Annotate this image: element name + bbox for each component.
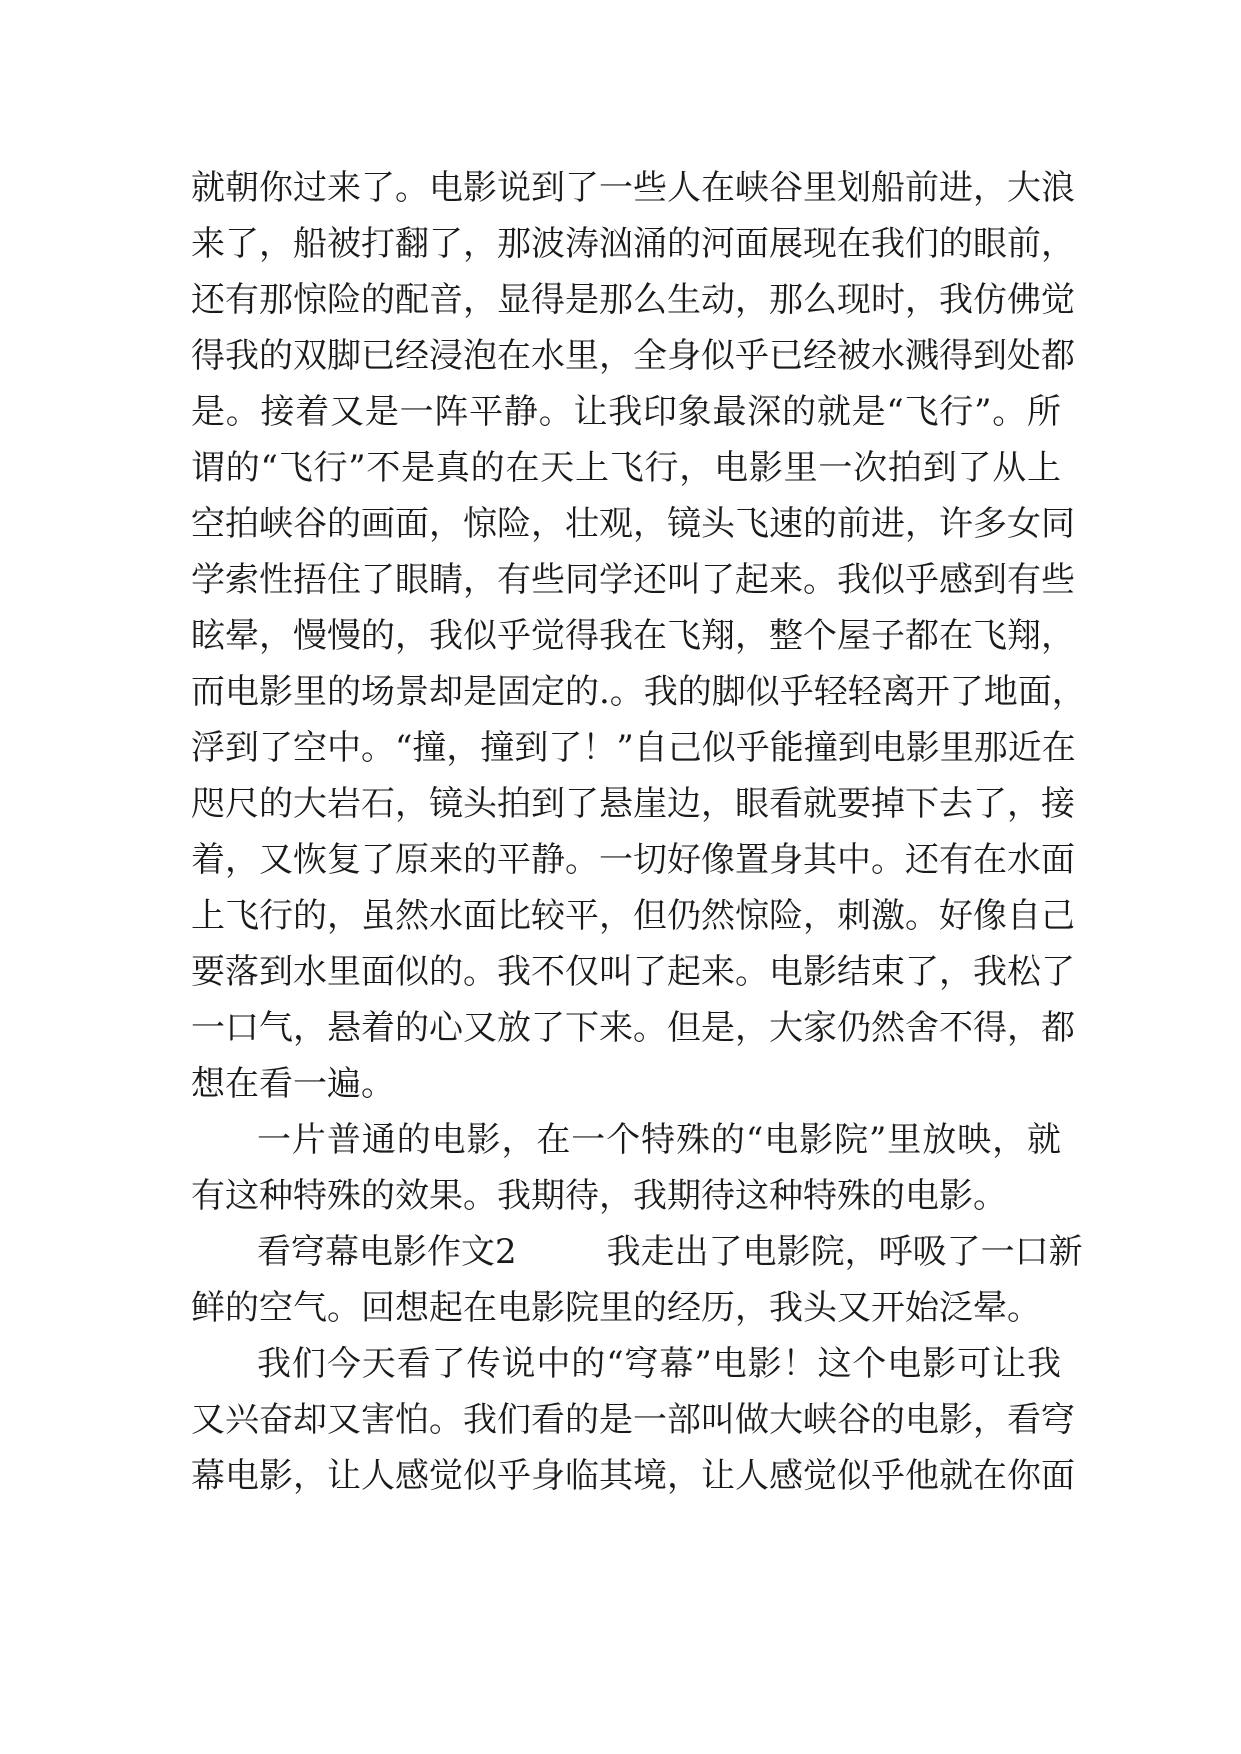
text-line: 着，又恢复了原来的平静。一切好像置身其中。还有在水面 xyxy=(191,840,1075,880)
essay-text xyxy=(191,160,1086,1504)
text-line: 来了，船被打翻了，那波涛汹涌的河面展现在我们的眼前， xyxy=(191,224,1075,264)
text-line: 谓的“飞行”不是真的在天上飞行，电影里一次拍到了从上 xyxy=(191,448,1061,488)
text-line: 而电影里的场景却是固定的.。我的脚似乎轻轻离开了地面， xyxy=(191,672,1086,712)
essay2-first-line: 我走出了电影院，呼吸了一口新 xyxy=(606,1232,1083,1272)
essay2-heading-line xyxy=(191,1224,1083,1280)
text-line: 空拍峡谷的画面，惊险，壮观，镜头飞速的前进，许多女同 xyxy=(191,504,1075,544)
text-line: 想在看一遍。 xyxy=(191,1064,395,1104)
text-line: 学索性捂住了眼睛，有些同学还叫了起来。我似乎感到有些 xyxy=(191,560,1075,600)
text-line: 上飞行的，虽然水面比较平，但仍然惊险，刺激。好像自己 xyxy=(191,896,1075,936)
text-line: 幕电影，让人感觉似乎身临其境，让人感觉似乎他就在你面 xyxy=(191,1456,1075,1496)
essay2-title: 看穹幕电影作文2 xyxy=(257,1232,517,1272)
text-line: 是。接着又是一阵平静。让我印象最深的就是“飞行”。所 xyxy=(191,392,1061,432)
text-line: 要落到水里面似的。我不仅叫了起来。电影结束了，我松了 xyxy=(191,952,1075,992)
text-line: 咫尺的大岩石，镜头拍到了悬崖边，眼看就要掉下去了，接 xyxy=(191,784,1075,824)
text-line: 得我的双脚已经浸泡在水里，全身似乎已经被水溅得到处都 xyxy=(191,336,1075,376)
text-line: 有这种特殊的效果。我期待，我期待这种特殊的电影。 xyxy=(191,1176,1007,1216)
text-line: 一片普通的电影，在一个特殊的“电影院”里放映，就 xyxy=(257,1120,1061,1160)
text-line: 一口气，悬着的心又放了下来。但是，大家仍然舍不得，都 xyxy=(191,1008,1075,1048)
text-line: 眩晕，慢慢的，我似乎觉得我在飞翔，整个屋子都在飞翔， xyxy=(191,616,1075,656)
text-line: 又兴奋却又害怕。我们看的是一部叫做大峡谷的电影，看穹 xyxy=(191,1400,1075,1440)
text-line: 浮到了空中。“撞，撞到了！”自己似乎能撞到电影里那近在 xyxy=(191,728,1076,768)
text-line: 鲜的空气。回想起在电影院里的经历，我头又开始泛晕。 xyxy=(191,1288,1041,1328)
text-line: 我们今天看了传说中的“穹幕”电影！这个电影可让我 xyxy=(257,1344,1061,1384)
text-line: 就朝你过来了。电影说到了一些人在峡谷里划船前进，大浪 xyxy=(191,168,1075,208)
text-line: 还有那惊险的配音，显得是那么生动，那么现时，我仿佛觉 xyxy=(191,280,1075,320)
